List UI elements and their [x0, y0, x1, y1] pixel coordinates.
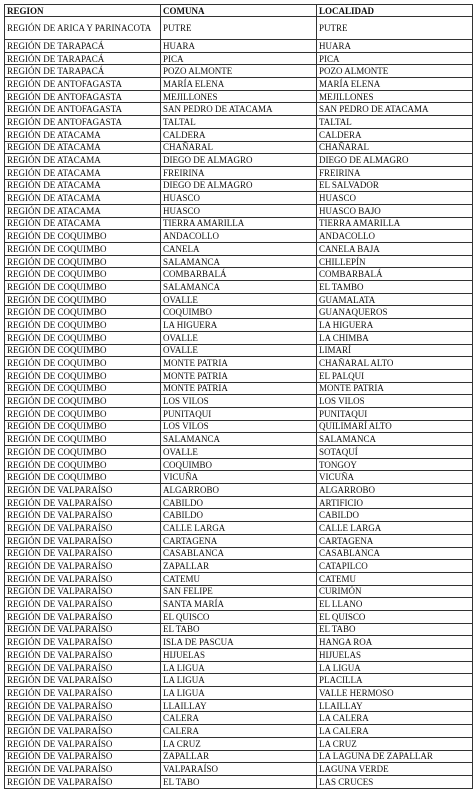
cell-region: REGIÓN DE VALPARAÍSO — [5, 661, 161, 674]
cell-region: REGIÓN DE VALPARAÍSO — [5, 699, 161, 712]
cell-localidad: SOTAQUÍ — [317, 446, 473, 459]
cell-comuna: PUNITAQUI — [161, 407, 317, 420]
cell-comuna: LA LIGUA — [161, 687, 317, 700]
table-row — [5, 750, 473, 763]
cell-localidad: VICUÑA — [317, 471, 473, 484]
cell-localidad: CASABLANCA — [317, 547, 473, 560]
cell-comuna: COQUIMBO — [161, 306, 317, 319]
cell-region: REGIÓN DE VALPARAÍSO — [5, 534, 161, 547]
cell-comuna: HUASCO — [161, 192, 317, 205]
header-comuna: COMUNA — [161, 5, 317, 17]
cell-comuna: SALAMANCA — [161, 255, 317, 268]
cell-region: REGIÓN DE VALPARAÍSO — [5, 712, 161, 725]
cell-region: REGIÓN DE VALPARAÍSO — [5, 522, 161, 535]
cell-region: REGIÓN DE TARAPACÁ — [5, 40, 161, 53]
table-row — [5, 636, 473, 649]
cell-localidad: EL LLANO — [317, 598, 473, 611]
cell-region: REGIÓN DE VALPARAÍSO — [5, 585, 161, 598]
cell-localidad: CATAPILCO — [317, 560, 473, 573]
table-row — [5, 446, 473, 459]
table-row — [5, 357, 473, 370]
cell-comuna: SAN PEDRO DE ATACAMA — [161, 103, 317, 116]
table-row — [5, 128, 473, 141]
cell-localidad: PICA — [317, 52, 473, 65]
cell-region: REGIÓN DE ATACAMA — [5, 179, 161, 192]
cell-localidad: ARTIFICIO — [317, 496, 473, 509]
table-row — [5, 585, 473, 598]
table-row — [5, 17, 473, 40]
cell-localidad: PUNITAQUI — [317, 407, 473, 420]
cell-comuna: CHAÑARAL — [161, 141, 317, 154]
cell-comuna: MONTE PATRIA — [161, 382, 317, 395]
table-row — [5, 230, 473, 243]
cell-localidad: LA CALERA — [317, 712, 473, 725]
cell-localidad: HIJUELAS — [317, 649, 473, 662]
cell-comuna: PICA — [161, 52, 317, 65]
cell-region: REGIÓN DE VALPARAÍSO — [5, 737, 161, 750]
table-row — [5, 154, 473, 167]
cell-region: REGIÓN DE COQUIMBO — [5, 471, 161, 484]
table-row — [5, 471, 473, 484]
cell-comuna: DIEGO DE ALMAGRO — [161, 154, 317, 167]
cell-comuna: EL TABO — [161, 775, 317, 788]
cell-localidad: CHAÑARAL ALTO — [317, 357, 473, 370]
cell-region: REGIÓN DE ANTOFAGASTA — [5, 116, 161, 129]
cell-localidad: VALLE HERMOSO — [317, 687, 473, 700]
table-row — [5, 243, 473, 256]
cell-region: REGIÓN DE ARICA Y PARINACOTA — [5, 17, 161, 40]
table-row — [5, 192, 473, 205]
cell-comuna: ALGARROBO — [161, 484, 317, 497]
cell-comuna: CANELA — [161, 243, 317, 256]
table-row — [5, 687, 473, 700]
cell-comuna: ZAPALLAR — [161, 750, 317, 763]
table-row — [5, 116, 473, 129]
cell-localidad: POZO ALMONTE — [317, 65, 473, 78]
cell-comuna: COMBARBALÁ — [161, 268, 317, 281]
table-row — [5, 319, 473, 332]
cell-localidad: CARTAGENA — [317, 534, 473, 547]
cell-localidad: GUANAQUEROS — [317, 306, 473, 319]
cell-region: REGIÓN DE COQUIMBO — [5, 319, 161, 332]
table-row — [5, 610, 473, 623]
cell-region: REGIÓN DE TARAPACÁ — [5, 65, 161, 78]
document-page — [4, 4, 473, 789]
cell-localidad: CANELA BAJA — [317, 243, 473, 256]
header-localidad: LOCALIDAD — [317, 5, 473, 17]
table-row — [5, 369, 473, 382]
cell-region: REGIÓN DE COQUIMBO — [5, 446, 161, 459]
cell-localidad: COMBARBALÁ — [317, 268, 473, 281]
cell-localidad: EL SALVADOR — [317, 179, 473, 192]
cell-localidad: CALDERA — [317, 128, 473, 141]
table-row — [5, 649, 473, 662]
cell-comuna: LLAILLAY — [161, 699, 317, 712]
table-row — [5, 407, 473, 420]
table-row — [5, 40, 473, 53]
table-row — [5, 395, 473, 408]
cell-localidad: EL TAMBO — [317, 281, 473, 294]
cell-comuna: CATEMU — [161, 572, 317, 585]
cell-localidad: LAGUNA VERDE — [317, 763, 473, 776]
cell-comuna: ANDACOLLO — [161, 230, 317, 243]
table-row — [5, 712, 473, 725]
cell-comuna: LA LIGUA — [161, 661, 317, 674]
cell-localidad: CHILLEPÍN — [317, 255, 473, 268]
cell-comuna: VALPARAÍSO — [161, 763, 317, 776]
cell-comuna: CALLE LARGA — [161, 522, 317, 535]
table-row — [5, 623, 473, 636]
table-row — [5, 674, 473, 687]
table-row — [5, 166, 473, 179]
table-row — [5, 103, 473, 116]
table-row — [5, 737, 473, 750]
table-row — [5, 141, 473, 154]
cell-region: REGIÓN DE COQUIMBO — [5, 344, 161, 357]
cell-comuna: SAN FELIPE — [161, 585, 317, 598]
cell-localidad: LA CALERA — [317, 725, 473, 738]
table-row — [5, 281, 473, 294]
table-row — [5, 179, 473, 192]
cell-region: REGIÓN DE VALPARAÍSO — [5, 687, 161, 700]
cell-comuna: SANTA MARÍA — [161, 598, 317, 611]
table-row — [5, 306, 473, 319]
cell-comuna: CABILDO — [161, 496, 317, 509]
cell-region: REGIÓN DE VALPARAÍSO — [5, 674, 161, 687]
cell-region: REGIÓN DE VALPARAÍSO — [5, 547, 161, 560]
table-row — [5, 484, 473, 497]
cell-region: REGIÓN DE VALPARAÍSO — [5, 598, 161, 611]
table-row — [5, 534, 473, 547]
cell-comuna: SALAMANCA — [161, 433, 317, 446]
cell-localidad: FREIRINA — [317, 166, 473, 179]
cell-region: REGIÓN DE ANTOFAGASTA — [5, 90, 161, 103]
table-row — [5, 420, 473, 433]
cell-localidad: CABILDO — [317, 509, 473, 522]
cell-localidad: SAN PEDRO DE ATACAMA — [317, 103, 473, 116]
cell-region: REGIÓN DE VALPARAÍSO — [5, 572, 161, 585]
cell-region: REGIÓN DE ATACAMA — [5, 141, 161, 154]
cell-localidad: MONTE PATRIA — [317, 382, 473, 395]
cell-region: REGIÓN DE COQUIMBO — [5, 230, 161, 243]
cell-comuna: CALDERA — [161, 128, 317, 141]
cell-region: REGIÓN DE VALPARAÍSO — [5, 560, 161, 573]
cell-region: REGIÓN DE VALPARAÍSO — [5, 763, 161, 776]
table-row — [5, 699, 473, 712]
cell-region: REGIÓN DE COQUIMBO — [5, 369, 161, 382]
cell-localidad: HUASCO — [317, 192, 473, 205]
cell-comuna: LOS VILOS — [161, 395, 317, 408]
cell-comuna: EL TABO — [161, 623, 317, 636]
cell-comuna: TALTAL — [161, 116, 317, 129]
cell-comuna: OVALLE — [161, 331, 317, 344]
cell-localidad: QUILIMARÍ ALTO — [317, 420, 473, 433]
header-region: REGION — [5, 5, 161, 17]
table-row — [5, 496, 473, 509]
cell-region: REGIÓN DE COQUIMBO — [5, 357, 161, 370]
cell-comuna: VICUÑA — [161, 471, 317, 484]
cell-localidad: TONGOY — [317, 458, 473, 471]
cell-comuna: OVALLE — [161, 293, 317, 306]
table-row — [5, 331, 473, 344]
cell-region: REGIÓN DE VALPARAÍSO — [5, 636, 161, 649]
cell-localidad: SALAMANCA — [317, 433, 473, 446]
table-row — [5, 661, 473, 674]
cell-localidad: DIEGO DE ALMAGRO — [317, 154, 473, 167]
cell-comuna: ISLA DE PASCUA — [161, 636, 317, 649]
cell-region: REGIÓN DE VALPARAÍSO — [5, 725, 161, 738]
cell-region: REGIÓN DE VALPARAÍSO — [5, 509, 161, 522]
cell-localidad: EL TABO — [317, 623, 473, 636]
table-row — [5, 547, 473, 560]
cell-region: REGIÓN DE VALPARAÍSO — [5, 649, 161, 662]
cell-region: REGIÓN DE COQUIMBO — [5, 382, 161, 395]
cell-region: REGIÓN DE COQUIMBO — [5, 407, 161, 420]
cell-localidad: ALGARROBO — [317, 484, 473, 497]
table-row — [5, 382, 473, 395]
cell-localidad: EL QUISCO — [317, 610, 473, 623]
table-row — [5, 255, 473, 268]
cell-comuna: EL QUISCO — [161, 610, 317, 623]
cell-comuna: CARTAGENA — [161, 534, 317, 547]
cell-localidad: TALTAL — [317, 116, 473, 129]
table-row — [5, 52, 473, 65]
table-row — [5, 293, 473, 306]
cell-localidad: LA LAGUNA DE ZAPALLAR — [317, 750, 473, 763]
cell-comuna: SALAMANCA — [161, 281, 317, 294]
table-row — [5, 572, 473, 585]
cell-region: REGIÓN DE COQUIMBO — [5, 293, 161, 306]
cell-comuna: CABILDO — [161, 509, 317, 522]
cell-region: REGIÓN DE VALPARAÍSO — [5, 623, 161, 636]
cell-comuna: LA CRUZ — [161, 737, 317, 750]
table-row — [5, 433, 473, 446]
table-row — [5, 204, 473, 217]
cell-localidad: PLACILLA — [317, 674, 473, 687]
cell-comuna: LOS VILOS — [161, 420, 317, 433]
cell-localidad: HUASCO BAJO — [317, 204, 473, 217]
table-row — [5, 725, 473, 738]
cell-localidad: LLAILLAY — [317, 699, 473, 712]
cell-region: REGIÓN DE VALPARAÍSO — [5, 496, 161, 509]
cell-region: REGIÓN DE ATACAMA — [5, 166, 161, 179]
cell-comuna: ZAPALLAR — [161, 560, 317, 573]
cell-region: REGIÓN DE ANTOFAGASTA — [5, 103, 161, 116]
cell-region: REGIÓN DE ATACAMA — [5, 217, 161, 230]
cell-region: REGIÓN DE VALPARAÍSO — [5, 610, 161, 623]
cell-comuna: OVALLE — [161, 446, 317, 459]
cell-region: REGIÓN DE COQUIMBO — [5, 243, 161, 256]
cell-region: REGIÓN DE VALPARAÍSO — [5, 775, 161, 788]
cell-localidad: LA HIGUERA — [317, 319, 473, 332]
cell-region: REGIÓN DE COQUIMBO — [5, 306, 161, 319]
cell-comuna: FREIRINA — [161, 166, 317, 179]
table-row — [5, 90, 473, 103]
cell-region: REGIÓN DE ANTOFAGASTA — [5, 78, 161, 91]
cell-region: REGIÓN DE COQUIMBO — [5, 433, 161, 446]
table-row — [5, 522, 473, 535]
cell-comuna: HIJUELAS — [161, 649, 317, 662]
cell-comuna: MEJILLONES — [161, 90, 317, 103]
cell-region: REGIÓN DE COQUIMBO — [5, 395, 161, 408]
table-row — [5, 65, 473, 78]
cell-localidad: HUARA — [317, 40, 473, 53]
cell-region: REGIÓN DE COQUIMBO — [5, 281, 161, 294]
cell-region: REGIÓN DE ATACAMA — [5, 154, 161, 167]
cell-region: REGIÓN DE COQUIMBO — [5, 255, 161, 268]
cell-comuna: DIEGO DE ALMAGRO — [161, 179, 317, 192]
cell-localidad: CHAÑARAL — [317, 141, 473, 154]
cell-region: REGIÓN DE TARAPACÁ — [5, 52, 161, 65]
localities-table — [4, 4, 473, 789]
table-row — [5, 763, 473, 776]
cell-localidad: LIMARÍ — [317, 344, 473, 357]
cell-localidad: ANDACOLLO — [317, 230, 473, 243]
table-row — [5, 217, 473, 230]
cell-localidad: LAS CRUCES — [317, 775, 473, 788]
cell-localidad: MARÍA ELENA — [317, 78, 473, 91]
cell-localidad: CALLE LARGA — [317, 522, 473, 535]
table-row — [5, 509, 473, 522]
table-header-row — [5, 5, 473, 17]
cell-localidad: EL PALQUI — [317, 369, 473, 382]
cell-localidad: PUTRE — [317, 17, 473, 40]
cell-comuna: POZO ALMONTE — [161, 65, 317, 78]
table-row — [5, 560, 473, 573]
cell-comuna: MARÍA ELENA — [161, 78, 317, 91]
cell-comuna: CASABLANCA — [161, 547, 317, 560]
cell-region: REGIÓN DE COQUIMBO — [5, 331, 161, 344]
table-row — [5, 598, 473, 611]
cell-comuna: OVALLE — [161, 344, 317, 357]
cell-comuna: LA HIGUERA — [161, 319, 317, 332]
cell-region: REGIÓN DE ATACAMA — [5, 192, 161, 205]
table-row — [5, 458, 473, 471]
cell-comuna: HUASCO — [161, 204, 317, 217]
cell-region: REGIÓN DE COQUIMBO — [5, 458, 161, 471]
cell-comuna: COQUIMBO — [161, 458, 317, 471]
cell-localidad: CURIMÓN — [317, 585, 473, 598]
cell-localidad: LOS VILOS — [317, 395, 473, 408]
cell-localidad: LA CRUZ — [317, 737, 473, 750]
table-row — [5, 78, 473, 91]
cell-region: REGIÓN DE VALPARAÍSO — [5, 750, 161, 763]
cell-comuna: MONTE PATRIA — [161, 369, 317, 382]
cell-localidad: CATEMU — [317, 572, 473, 585]
table-body — [5, 17, 473, 789]
cell-localidad: LA CHIMBA — [317, 331, 473, 344]
cell-region: REGIÓN DE COQUIMBO — [5, 420, 161, 433]
cell-localidad: MEJILLONES — [317, 90, 473, 103]
cell-region: REGIÓN DE COQUIMBO — [5, 268, 161, 281]
cell-comuna: MONTE PATRIA — [161, 357, 317, 370]
cell-comuna: CALERA — [161, 725, 317, 738]
cell-region: REGIÓN DE ATACAMA — [5, 128, 161, 141]
cell-comuna: PUTRE — [161, 17, 317, 40]
cell-comuna: HUARA — [161, 40, 317, 53]
cell-region: REGIÓN DE ATACAMA — [5, 204, 161, 217]
cell-localidad: GUAMALATA — [317, 293, 473, 306]
cell-localidad: HANGA ROA — [317, 636, 473, 649]
table-row — [5, 775, 473, 788]
cell-comuna: CALERA — [161, 712, 317, 725]
cell-comuna: LA LIGUA — [161, 674, 317, 687]
cell-localidad: LA LIGUA — [317, 661, 473, 674]
table-row — [5, 344, 473, 357]
table-row — [5, 268, 473, 281]
cell-comuna: TIERRA AMARILLA — [161, 217, 317, 230]
cell-localidad: TIERRA AMARILLA — [317, 217, 473, 230]
cell-region: REGIÓN DE VALPARAÍSO — [5, 484, 161, 497]
